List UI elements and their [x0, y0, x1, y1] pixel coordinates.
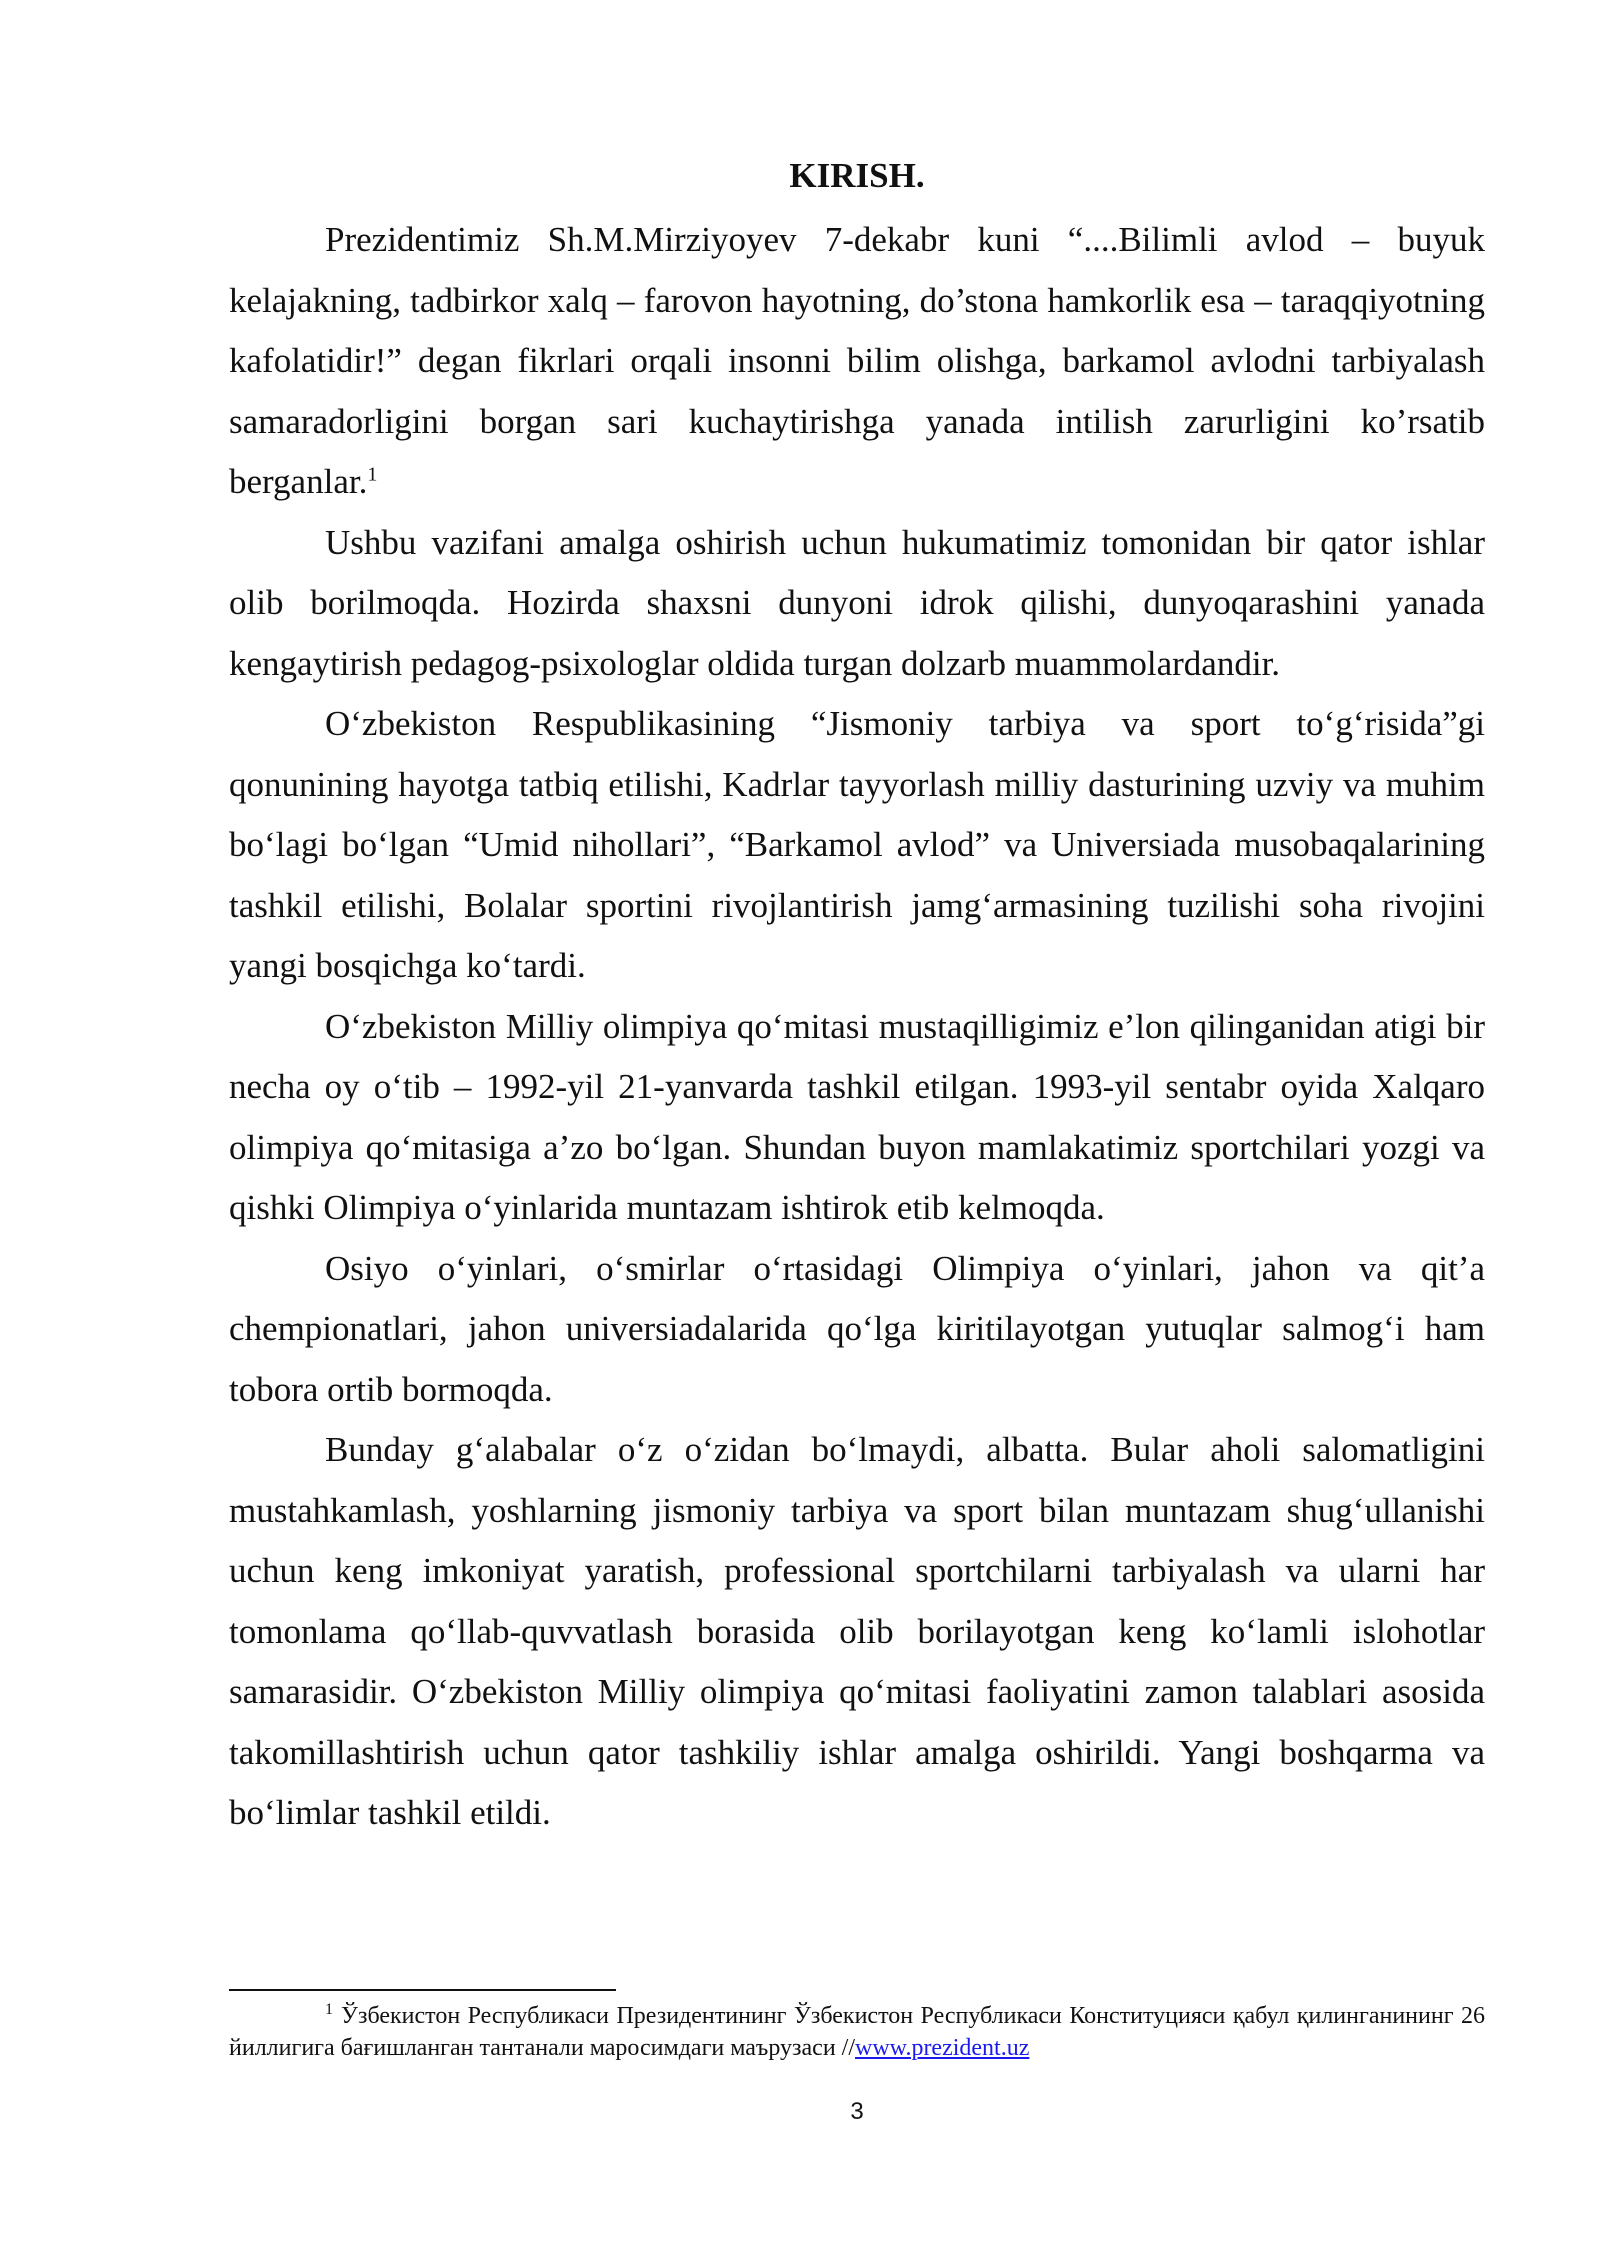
document-page — [229, 150, 1485, 1844]
paragraph-reforms: Bunday g‘alabalar o‘z o‘zidan bo‘lmaydi, albatta. Bular aholi salomatligini mustahkamlash, yoshlarning jismoniy tarbiya va sport bilan muntazam shug‘ullanishi uchun keng imkoniyat yaratish, professional sportchilarni tarbiyalash va ularni har tomonlama qo‘llab-quvvatlash borasida olib borilayotgan keng ko‘lamli islohotlar samarasidir. O‘zbekiston Milliy olimpiya qo‘mitasi faoliyatini zamon talablari asosida takomillashtirish uchun qator tashkiliy ishlar amalga oshirildi. Yangi boshqarma va bo‘limlar tashkil etildi. — [229, 1430, 1485, 1832]
paragraph-intro — [229, 210, 1485, 513]
paragraph-tasks: Ushbu vazifani amalga oshirish uchun hukumatimiz tomonidan bir qator ishlar olib borilmoqda. Hozirda shaxsni dunyoni idrok qilishi, dunyoqarashini yanada kengaytirish pedagog-psixologlar oldida turgan dolzarb muammolardandir. — [229, 522, 1485, 683]
footnote — [229, 2000, 1485, 2064]
footnote-reference[interactable]: 1 — [367, 463, 378, 486]
footnote-separator — [229, 1989, 616, 1991]
paragraph-olympic-committee: O‘zbekiston Milliy olimpiya qo‘mitasi mustaqilligimiz e’lon qilinganidan atigi bir necha oy o‘tib – 1992-yil 21-yanvarda tashkil etilgan. 1993-yil sentabr oyida Xalqaro olimpiya qo‘mitasiga a’zo bo‘lgan. Shundan buyon mamlakatimiz sportchilari yozgi va qishki Olimpiya o‘yinlarida muntazam ishtirok etib kelmoqda. — [229, 1006, 1485, 1227]
footnote-link[interactable]: www.prezident.uz — [855, 2035, 1030, 2061]
page-number: 3 — [850, 2098, 864, 2125]
footnote-marker: 1 — [325, 2001, 333, 2018]
paragraph-intro-text: Prezidentimiz Sh.M.Mirziyoyev 7-dekabr kuni “....Bilimli avlod – buyuk kelajakning, tadbirkor xalq – farovon hayotning, do’stona hamkorlik esa – taraqqiyotning kafolatidir!” degan fikrlari orqali insonni bilim olishga, barkamol avlodni tarbiyalash samaradorligini borgan sari kuchaytirishga yanada intilish zarurligini ko’rsatib berganlar. — [229, 220, 1485, 501]
paragraph-law: O‘zbekiston Respublikasining “Jismoniy tarbiya va sport to‘g‘risida”gi qonunining hayotga tatbiq etilishi, Kadrlar tayyorlash milliy dasturining uzviy va muhim bo‘lagi bo‘lgan “Umid nihollari”, “Barkamol avlod” va Universiada musobaqalarining tashkil etilishi, Bolalar sportini rivojlantirish jamg‘armasining tuzilishi soha rivojini yangi bosqichga ko‘tardi. — [229, 704, 1485, 985]
footnote-text: Ўзбекистон Республикаси Президентининг Ўзбекистон Республикаси Конституцияси қабул қилинганининг 26 йиллигига бағишланган тантанали маросимдаги маърузаси // — [229, 2003, 1485, 2061]
paragraph-achievements: Osiyo o‘yinlari, o‘smirlar o‘rtasidagi Olimpiya o‘yinlari, jahon va qit’a chempionatlari, jahon universiadalarida qo‘lga kiritilayotgan yutuqlar salmog‘i ham tobora ortib bormoqda. — [229, 1248, 1485, 1409]
page-title: KIRISH. — [789, 156, 925, 195]
